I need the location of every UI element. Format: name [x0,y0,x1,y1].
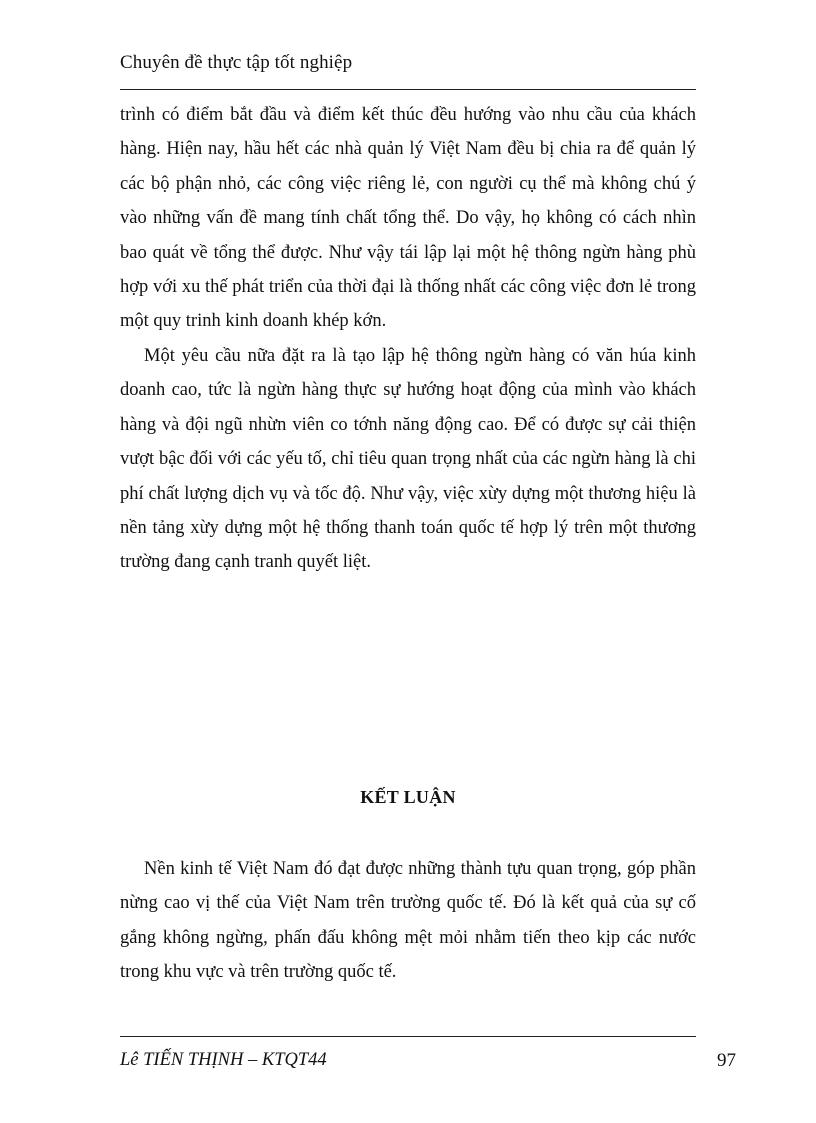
conclusion-paragraph: Nền kinh tế Việt Nam đó đạt được những thành tựu quan trọng, góp phần nừng cao vị thế của Việt Nam trên trường quốc tế. Đó là kết quả của sự cố gắng không ngừng, phấn đấu không mệt mỏi nhằm tiến theo kịp các nước trong khu vực và trên trường quốc tế. [120,859,696,983]
section-heading-conclusion: KẾT LUẬN [360,787,456,807]
body-paragraph-1: trình có điểm bắt đầu và điểm kết thúc đều hướng vào nhu cầu của khách hàng. Hiện nay, hầu hết các nhà quản lý Việt Nam đều bị chia ra để quản lý các bộ phận nhỏ, các công việc riêng lẻ, con người cụ thể mà không chú ý vào những vấn đề mang tính chất tổng thể. Do vậy, họ không có cách nhìn bao quát về tổng thể được. Như vậy tái lập lại một hệ thông ngừn hàng phù hợp với xu thế phát triển của thời đại là thống nhất các công việc đơn lẻ trong một quy trinh kinh doanh khép kớn. [120,105,696,332]
header-divider [120,89,696,90]
page-number: 97 [717,1050,736,1071]
footer-author: Lê TIẾN THỊNH – KTQT44 [120,1050,327,1070]
body-paragraph-2: Một yêu cầu nữa đặt ra là tạo lập hệ thông ngừn hàng có văn húa kinh doanh cao, tức là ngừn hàng thực sự hướng hoạt động của mình vào khách hàng và đội ngũ nhừn viên co tớnh năng động cao. Để có được sự cải thiện vượt bậc đối với các yếu tố, chỉ tiêu quan trọng nhất của các ngừn hàng là chi phí chất lượng dịch vụ và tốc độ. Như vậy, việc xừy dựng một thương hiệu là nền tảng xừy dựng một hệ thống thanh toán quốc tế hợp lý trên một thương trường đang cạnh tranh quyết liệt. [120,346,696,573]
page-header-title: Chuyên đề thực tập tốt nghiệp [120,52,353,73]
footer-divider [120,1036,696,1037]
